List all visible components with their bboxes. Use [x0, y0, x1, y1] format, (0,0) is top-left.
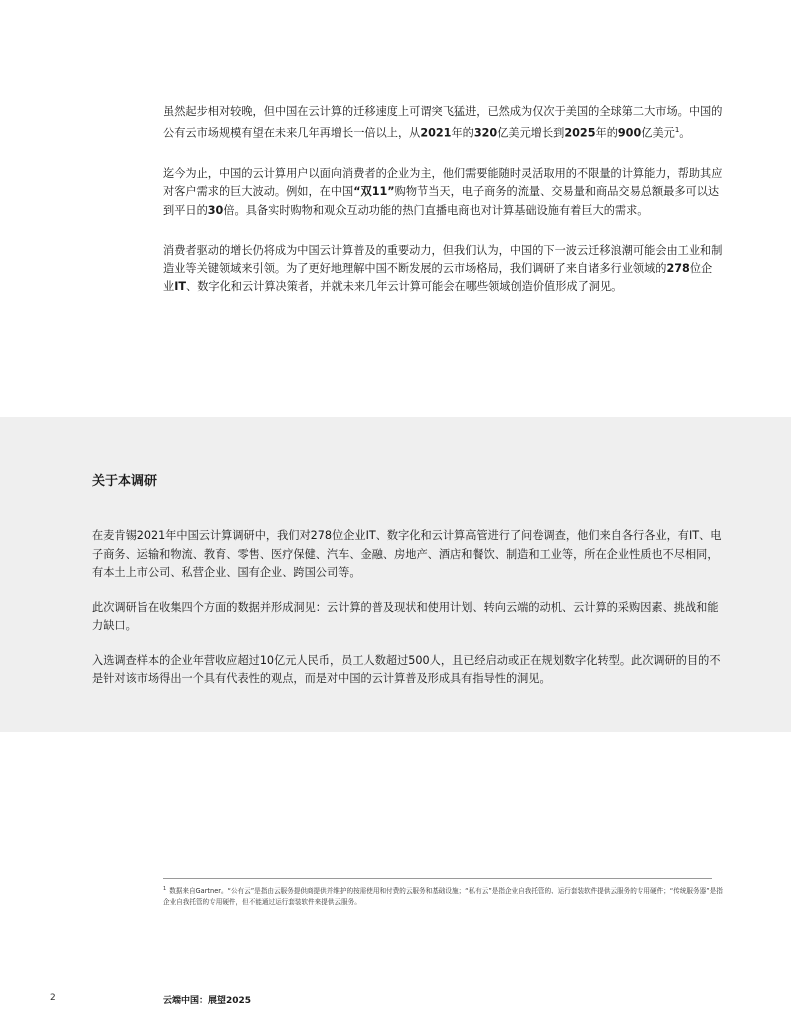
highlight-number: 2021: [420, 126, 452, 140]
highlight-text: IT: [174, 280, 186, 294]
text-run: 年的: [595, 126, 618, 140]
text-run: 亿美元增长到: [497, 126, 565, 140]
highlight-number: 320: [473, 126, 498, 140]
footnote-ref[interactable]: 1: [674, 126, 680, 135]
intro-paragraph-2: [163, 165, 723, 220]
footnote-marker: 1: [163, 886, 167, 892]
about-survey-body: [92, 527, 722, 705]
text-run: 购物节当天，电子商务的流量、交易量和商品交易总额最多可以达到平日的: [163, 185, 720, 217]
text-run: 、数字化和云计算决策者，并就未来几年云计算可能会在哪些领域创造价值形成了洞见。: [186, 280, 623, 294]
text-run: 虽然起步相对较晚，但中国在云计算的迁移速度上可谓突飞猛进，已然成为仅次于美国的全球第二大市场。中国的公有云市场规模有望在未来几年再增长一倍以上，从: [163, 105, 723, 140]
about-paragraph-3: 入选调查样本的企业年营收应超过10亿元人民币，员工人数超过500人，且已经启动或正在规划数字化转型。此次调研的目的不是针对该市场得出一个具有代表性的观点，而是对中国的云计算普及形成具有指导性的洞见。: [92, 653, 721, 685]
footnote-text: 数据来自Gartner。“公有云”是指由云服务提供商提供并维护的按需使用和付费的云服务和基础设施；“私有云”是指企业自我托管的、运行套装软件提供云服务的专用硬件；“传统服务器”是指企业自我托管的专用硬件，但不能通过运行套装软件来提供云服务。: [163, 887, 723, 907]
about-paragraph-2: 此次调研旨在收集四个方面的数据并形成洞见：云计算的普及现状和使用计划、转向云端的动机、云计算的采购因素、挑战和能力缺口。: [92, 600, 719, 632]
highlight-number: 278: [666, 261, 690, 275]
text-run: 年的: [451, 126, 474, 140]
text-run: 位企业: [163, 261, 713, 294]
running-title: 云端中国：展望2025: [163, 996, 252, 1006]
intro-section: [163, 103, 723, 318]
highlight-number: 900: [617, 126, 642, 140]
text-run: 倍。具备实时购物和观众互动功能的热门直播电商也对计算基础设施有着巨大的需求。: [223, 203, 649, 217]
intro-paragraph-1: [163, 103, 723, 143]
text-run: 消费者驱动的增长仍将成为中国云计算普及的重要动力，但我们认为，中国的下一波云迁移浪潮可能会由工业和制造业等关键领域来引领。为了更好地理解中国不断发展的云市场格局，我们调研了来自诸多行业领域的: [163, 243, 723, 275]
page-number: 2: [50, 993, 56, 1003]
text-run: 迄今为止，中国的云计算用户以面向消费者的企业为主，他们需要能随时灵活取用的不限量的计算能力，帮助其应对客户需求的巨大波动。例如，在中国: [163, 167, 723, 199]
text-run: 亿美元: [641, 126, 675, 140]
about-paragraph-1: 在麦肯锡2021年中国云计算调研中，我们对278位企业IT、数字化和云计算高管进行了问卷调查，他们来自各行各业，有IT、电子商务、运输和物流、教育、零售、医疗保健、汽车、金融、房地产、酒店和餐饮、制造和工业等，所在企业性质也不尽相同，有本土上市公司、私营企业、国有企业、跨国公司等。: [92, 529, 722, 579]
text-run: 。: [679, 126, 691, 140]
highlight-number: 2025: [564, 126, 596, 140]
highlight-number: 30: [207, 203, 224, 217]
footnote: [163, 884, 723, 908]
highlight-text: “双11”: [353, 185, 395, 199]
intro-paragraph-3: [163, 242, 723, 297]
about-survey-title: 关于本调研: [92, 474, 158, 489]
footnote-divider: [163, 878, 712, 879]
